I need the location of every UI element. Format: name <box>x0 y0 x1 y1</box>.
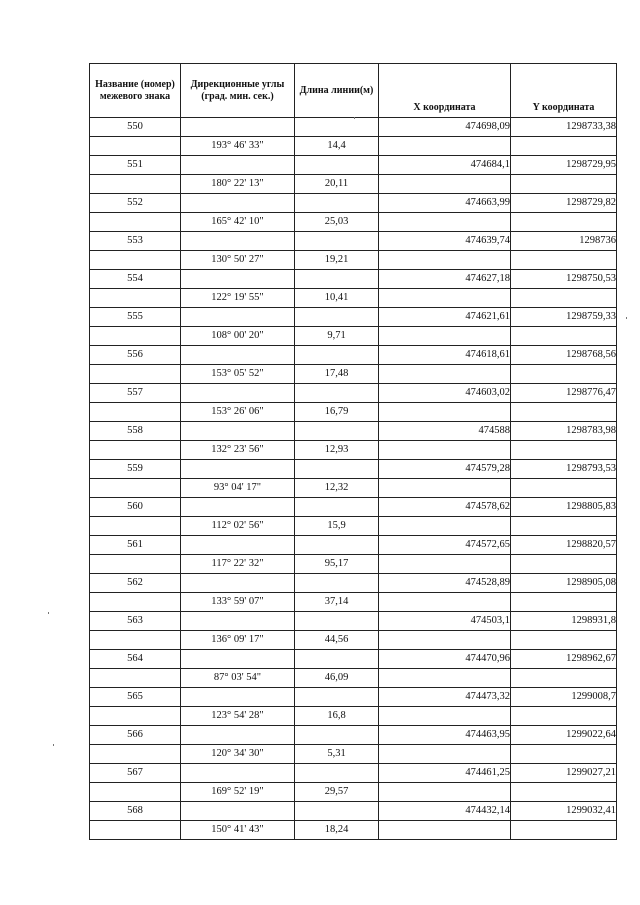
empty-cell <box>181 802 295 821</box>
direction-angle: 108° 00' 20" <box>181 327 295 346</box>
empty-cell <box>90 213 181 232</box>
y-coordinate: 1298805,83 <box>511 498 617 517</box>
segment-row <box>90 745 617 764</box>
point-name: 563 <box>90 612 181 631</box>
header-angles: Дирекционные углы (град. мин. сек.) <box>181 64 295 118</box>
line-length: 12,32 <box>295 479 379 498</box>
empty-cell <box>379 783 511 802</box>
empty-cell <box>511 669 617 688</box>
line-length: 16,8 <box>295 707 379 726</box>
empty-cell <box>295 270 379 289</box>
empty-cell <box>181 498 295 517</box>
line-length: 12,93 <box>295 441 379 460</box>
empty-cell <box>511 783 617 802</box>
empty-cell <box>511 631 617 650</box>
empty-cell <box>379 821 511 840</box>
line-length: 20,11 <box>295 175 379 194</box>
empty-cell <box>181 270 295 289</box>
direction-angle: 193° 46' 33" <box>181 137 295 156</box>
empty-cell <box>511 137 617 156</box>
empty-cell <box>379 517 511 536</box>
empty-cell <box>90 175 181 194</box>
empty-cell <box>511 251 617 270</box>
empty-cell <box>90 365 181 384</box>
boundary-points-table <box>89 63 617 840</box>
empty-cell <box>90 441 181 460</box>
empty-cell <box>379 555 511 574</box>
empty-cell <box>295 574 379 593</box>
empty-cell <box>295 156 379 175</box>
y-coordinate: 1298736 <box>511 232 617 251</box>
empty-cell <box>295 460 379 479</box>
point-row <box>90 118 617 137</box>
y-coordinate: 1298793,53 <box>511 460 617 479</box>
empty-cell <box>181 118 295 137</box>
empty-cell <box>511 213 617 232</box>
header-y: Y координата <box>511 64 617 118</box>
line-length: 9,71 <box>295 327 379 346</box>
x-coordinate: 474528,89 <box>379 574 511 593</box>
segment-row <box>90 289 617 308</box>
empty-cell <box>379 365 511 384</box>
y-coordinate: 1299008,7 <box>511 688 617 707</box>
direction-angle: 122° 19' 55" <box>181 289 295 308</box>
empty-cell <box>379 213 511 232</box>
empty-cell <box>379 403 511 422</box>
empty-cell <box>379 441 511 460</box>
empty-cell <box>90 593 181 612</box>
point-name: 568 <box>90 802 181 821</box>
empty-cell <box>90 745 181 764</box>
direction-angle: 112° 02' 56" <box>181 517 295 536</box>
empty-cell <box>379 593 511 612</box>
segment-row <box>90 821 617 840</box>
y-coordinate: 1298750,53 <box>511 270 617 289</box>
point-row <box>90 460 617 479</box>
segment-row <box>90 479 617 498</box>
point-row <box>90 650 617 669</box>
direction-angle: 165° 42' 10" <box>181 213 295 232</box>
line-length: 95,17 <box>295 555 379 574</box>
point-row <box>90 802 617 821</box>
point-name: 559 <box>90 460 181 479</box>
point-name: 555 <box>90 308 181 327</box>
empty-cell <box>511 403 617 422</box>
point-name: 561 <box>90 536 181 555</box>
empty-cell <box>295 346 379 365</box>
empty-cell <box>511 289 617 308</box>
point-name: 552 <box>90 194 181 213</box>
segment-row <box>90 593 617 612</box>
line-length: 17,48 <box>295 365 379 384</box>
empty-cell <box>181 156 295 175</box>
table-body <box>90 118 617 840</box>
x-coordinate: 474579,28 <box>379 460 511 479</box>
empty-cell <box>90 403 181 422</box>
direction-angle: 117° 22' 32" <box>181 555 295 574</box>
line-length: 10,41 <box>295 289 379 308</box>
empty-cell <box>90 669 181 688</box>
line-length: 15,9 <box>295 517 379 536</box>
empty-cell <box>511 441 617 460</box>
empty-cell <box>90 631 181 650</box>
empty-cell <box>181 384 295 403</box>
empty-cell <box>379 137 511 156</box>
point-name: 567 <box>90 764 181 783</box>
y-coordinate: 1299032,41 <box>511 802 617 821</box>
direction-angle: 150° 41' 43" <box>181 821 295 840</box>
header-x: X координата <box>379 64 511 118</box>
header-name: Название (номер) межевого знака <box>90 64 181 118</box>
empty-cell <box>90 137 181 156</box>
empty-cell <box>379 631 511 650</box>
direction-angle: 123° 54' 28" <box>181 707 295 726</box>
empty-cell <box>90 327 181 346</box>
line-length: 44,56 <box>295 631 379 650</box>
point-name: 551 <box>90 156 181 175</box>
direction-angle: 130° 50' 27" <box>181 251 295 270</box>
empty-cell <box>511 517 617 536</box>
y-coordinate: 1298905,08 <box>511 574 617 593</box>
segment-row <box>90 441 617 460</box>
x-coordinate: 474698,09 <box>379 118 511 137</box>
point-name: 557 <box>90 384 181 403</box>
point-row <box>90 764 617 783</box>
empty-cell <box>181 536 295 555</box>
scan-speck <box>53 744 54 746</box>
direction-angle: 153° 26' 06" <box>181 403 295 422</box>
point-row <box>90 232 617 251</box>
empty-cell <box>379 669 511 688</box>
direction-angle: 132° 23' 56" <box>181 441 295 460</box>
direction-angle: 87° 03' 54" <box>181 669 295 688</box>
empty-cell <box>181 194 295 213</box>
x-coordinate: 474663,99 <box>379 194 511 213</box>
line-length: 5,31 <box>295 745 379 764</box>
y-coordinate: 1298768,56 <box>511 346 617 365</box>
x-coordinate: 474588 <box>379 422 511 441</box>
x-coordinate: 474572,65 <box>379 536 511 555</box>
point-row <box>90 194 617 213</box>
empty-cell <box>511 593 617 612</box>
segment-row <box>90 517 617 536</box>
empty-cell <box>379 745 511 764</box>
empty-cell <box>90 251 181 270</box>
empty-cell <box>511 327 617 346</box>
empty-cell <box>379 289 511 308</box>
point-row <box>90 726 617 745</box>
empty-cell <box>295 612 379 631</box>
empty-cell <box>90 821 181 840</box>
empty-cell <box>511 555 617 574</box>
scan-speck <box>48 612 49 614</box>
direction-angle: 169° 52' 19" <box>181 783 295 802</box>
empty-cell <box>181 764 295 783</box>
empty-cell <box>295 308 379 327</box>
scan-speck <box>626 317 627 319</box>
empty-cell <box>295 118 379 137</box>
point-row <box>90 270 617 289</box>
point-row <box>90 384 617 403</box>
empty-cell <box>295 726 379 745</box>
point-row <box>90 308 617 327</box>
empty-cell <box>295 384 379 403</box>
segment-row <box>90 783 617 802</box>
empty-cell <box>90 289 181 308</box>
point-name: 553 <box>90 232 181 251</box>
direction-angle: 136° 09' 17" <box>181 631 295 650</box>
point-row <box>90 156 617 175</box>
y-coordinate: 1298783,98 <box>511 422 617 441</box>
y-coordinate: 1298729,82 <box>511 194 617 213</box>
point-name: 558 <box>90 422 181 441</box>
point-row <box>90 346 617 365</box>
segment-row <box>90 669 617 688</box>
point-row <box>90 574 617 593</box>
empty-cell <box>295 650 379 669</box>
empty-cell <box>379 327 511 346</box>
empty-cell <box>181 346 295 365</box>
segment-row <box>90 175 617 194</box>
segment-row <box>90 707 617 726</box>
y-coordinate: 1298931,8 <box>511 612 617 631</box>
x-coordinate: 474470,96 <box>379 650 511 669</box>
empty-cell <box>295 802 379 821</box>
line-length: 19,21 <box>295 251 379 270</box>
x-coordinate: 474473,32 <box>379 688 511 707</box>
point-name: 554 <box>90 270 181 289</box>
segment-row <box>90 213 617 232</box>
table-header <box>90 64 617 118</box>
empty-cell <box>90 707 181 726</box>
empty-cell <box>511 365 617 384</box>
point-name: 566 <box>90 726 181 745</box>
empty-cell <box>295 194 379 213</box>
line-length: 46,09 <box>295 669 379 688</box>
x-coordinate: 474461,25 <box>379 764 511 783</box>
segment-row <box>90 137 617 156</box>
segment-row <box>90 555 617 574</box>
y-coordinate: 1298759,33 <box>511 308 617 327</box>
point-name: 564 <box>90 650 181 669</box>
y-coordinate: 1299022,64 <box>511 726 617 745</box>
y-coordinate: 1298729,95 <box>511 156 617 175</box>
segment-row <box>90 365 617 384</box>
empty-cell <box>295 232 379 251</box>
empty-cell <box>90 555 181 574</box>
x-coordinate: 474503,1 <box>379 612 511 631</box>
point-row <box>90 612 617 631</box>
direction-angle: 133° 59' 07" <box>181 593 295 612</box>
segment-row <box>90 631 617 650</box>
empty-cell <box>181 422 295 441</box>
point-row <box>90 498 617 517</box>
header-length: Длина линии(м) <box>295 64 379 118</box>
empty-cell <box>379 175 511 194</box>
empty-cell <box>90 479 181 498</box>
direction-angle: 180° 22' 13" <box>181 175 295 194</box>
empty-cell <box>181 650 295 669</box>
direction-angle: 120° 34' 30" <box>181 745 295 764</box>
x-coordinate: 474578,62 <box>379 498 511 517</box>
segment-row <box>90 327 617 346</box>
empty-cell <box>511 707 617 726</box>
empty-cell <box>511 175 617 194</box>
line-length: 16,79 <box>295 403 379 422</box>
empty-cell <box>379 479 511 498</box>
x-coordinate: 474627,18 <box>379 270 511 289</box>
segment-row <box>90 403 617 422</box>
point-name: 562 <box>90 574 181 593</box>
empty-cell <box>511 745 617 764</box>
empty-cell <box>295 536 379 555</box>
empty-cell <box>181 232 295 251</box>
empty-cell <box>181 460 295 479</box>
line-length: 25,03 <box>295 213 379 232</box>
line-length: 29,57 <box>295 783 379 802</box>
empty-cell <box>181 308 295 327</box>
x-coordinate: 474603,02 <box>379 384 511 403</box>
point-row <box>90 536 617 555</box>
point-name: 550 <box>90 118 181 137</box>
empty-cell <box>511 821 617 840</box>
point-row <box>90 688 617 707</box>
x-coordinate: 474621,61 <box>379 308 511 327</box>
empty-cell <box>181 574 295 593</box>
empty-cell <box>90 783 181 802</box>
empty-cell <box>181 726 295 745</box>
empty-cell <box>295 422 379 441</box>
empty-cell <box>181 688 295 707</box>
y-coordinate: 1298820,57 <box>511 536 617 555</box>
point-name: 565 <box>90 688 181 707</box>
x-coordinate: 474463,95 <box>379 726 511 745</box>
line-length: 18,24 <box>295 821 379 840</box>
y-coordinate: 1298962,67 <box>511 650 617 669</box>
x-coordinate: 474432,14 <box>379 802 511 821</box>
point-name: 556 <box>90 346 181 365</box>
x-coordinate: 474618,61 <box>379 346 511 365</box>
segment-row <box>90 251 617 270</box>
empty-cell <box>379 251 511 270</box>
direction-angle: 153° 05' 52" <box>181 365 295 384</box>
y-coordinate: 1298733,38 <box>511 118 617 137</box>
scan-speck <box>354 117 355 119</box>
empty-cell <box>295 764 379 783</box>
empty-cell <box>511 479 617 498</box>
empty-cell <box>379 707 511 726</box>
empty-cell <box>295 498 379 517</box>
point-name: 560 <box>90 498 181 517</box>
x-coordinate: 474684,1 <box>379 156 511 175</box>
empty-cell <box>90 517 181 536</box>
empty-cell <box>295 688 379 707</box>
direction-angle: 93° 04' 17" <box>181 479 295 498</box>
y-coordinate: 1298776,47 <box>511 384 617 403</box>
empty-cell <box>181 612 295 631</box>
line-length: 14,4 <box>295 137 379 156</box>
x-coordinate: 474639,74 <box>379 232 511 251</box>
point-row <box>90 422 617 441</box>
y-coordinate: 1299027,21 <box>511 764 617 783</box>
line-length: 37,14 <box>295 593 379 612</box>
